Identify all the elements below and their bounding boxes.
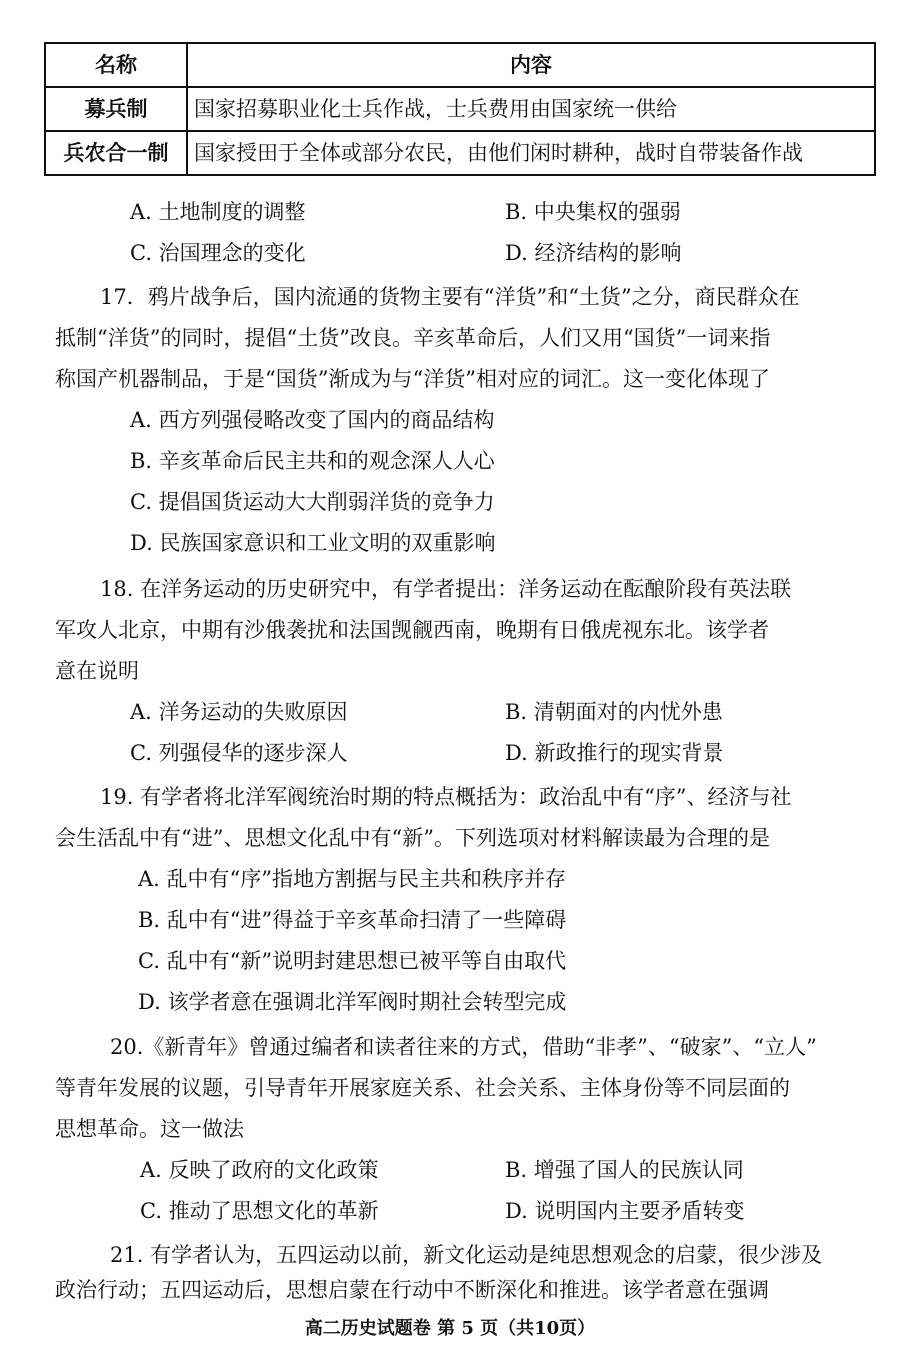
q19-option-c: C. 乱中有“新”说明封建思想已被平等自由取代 bbox=[138, 949, 567, 973]
page-footer: 高二历史试题卷 第 5 页（共10页） bbox=[304, 1318, 596, 1339]
q16-option-c: C. 治国理念的变化 bbox=[130, 241, 306, 265]
q19-option-a: A. 乱中有“序”指地方割据与民主共和秩序并存 bbox=[138, 867, 566, 891]
q17-option-a: A. 西方列强侵略改变了国内的商品结构 bbox=[130, 408, 495, 432]
q19-stem-line: 19. 有学者将北洋军阀统治时期的特点概括为：政治乱中有“序”、经济与社 bbox=[100, 785, 792, 809]
q21-stem-line: 政治行动；五四运动后，思想启蒙在行动中不断深化和推进。该学者意在强调 bbox=[55, 1278, 769, 1302]
table-row bbox=[45, 87, 875, 131]
q20-stem-line: 思想革命。这一做法 bbox=[55, 1117, 244, 1141]
q20-option-c: C. 推动了思想文化的革新 bbox=[140, 1199, 379, 1223]
military-system-table bbox=[44, 42, 876, 176]
q18-stem-line: 军攻人北京，中期有沙俄袭扰和法国觊觎西南，晚期有日俄虎视东北。该学者 bbox=[55, 618, 769, 642]
q17-option-c: C. 提倡国货运动大大削弱洋货的竞争力 bbox=[130, 490, 495, 514]
q19-option-b: B. 乱中有“进”得益于辛亥革命扫清了一些障碍 bbox=[138, 908, 567, 932]
q18-option-b: B. 清朝面对的内忧外患 bbox=[505, 700, 723, 724]
table-cell-content: 国家授田于全体或部分农民，由他们闲时耕种，战时自带装备作战 bbox=[187, 131, 875, 175]
q18-stem-line: 意在说明 bbox=[55, 659, 139, 683]
q18-option-d: D. 新政推行的现实背景 bbox=[505, 741, 724, 765]
table-header-name: 名称 bbox=[45, 43, 187, 87]
q19-option-d: D. 该学者意在强调北洋军阀时期社会转型完成 bbox=[138, 990, 567, 1014]
table-cell-content: 国家招募职业化士兵作战，士兵费用由国家统一供给 bbox=[187, 87, 875, 131]
q17-option-b: B. 辛亥革命后民主共和的观念深人人心 bbox=[130, 449, 495, 473]
q16-option-b: B. 中央集权的强弱 bbox=[505, 200, 681, 224]
q17-stem-line: 17．鸦片战争后，国内流通的货物主要有“洋货”和“土货”之分，商民群众在 bbox=[100, 285, 800, 309]
q20-option-b: B. 增强了国人的民族认同 bbox=[505, 1158, 744, 1182]
table-cell-name: 募兵制 bbox=[45, 87, 187, 131]
q17-stem-line: 称国产机器制品，于是“国货”渐成为与“洋货”相对应的词汇。这一变化体现了 bbox=[55, 367, 770, 391]
q18-option-c: C. 列强侵华的逐步深人 bbox=[130, 741, 348, 765]
q21-stem-line: 21. 有学者认为，五四运动以前，新文化运动是纯思想观念的启蒙，很少涉及 bbox=[110, 1243, 823, 1267]
q17-option-d: D. 民族国家意识和工业文明的双重影响 bbox=[130, 531, 496, 555]
q17-stem-line: 抵制“洋货”的同时，提倡“土货”改良。辛亥革命后，人们又用“国货”一词来指 bbox=[55, 326, 771, 350]
table-header-content: 内容 bbox=[187, 43, 875, 87]
q18-option-a: A. 洋务运动的失败原因 bbox=[130, 700, 348, 724]
q20-option-d: D. 说明国内主要矛盾转变 bbox=[505, 1199, 745, 1223]
q19-stem-line: 会生活乱中有“进”、思想文化乱中有“新”。下列选项对材料解读最为合理的是 bbox=[55, 826, 770, 850]
table-row bbox=[45, 131, 875, 175]
q20-stem-line: 20.《新青年》曾通过编者和读者往来的方式，借助“非孝”、“破家”、“立人” bbox=[110, 1035, 817, 1059]
q20-stem-line: 等青年发展的议题，引导青年开展家庭关系、社会关系、主体身份等不同层面的 bbox=[55, 1076, 790, 1100]
q16-option-a: A. 土地制度的调整 bbox=[130, 200, 306, 224]
table-cell-name: 兵农合一制 bbox=[45, 131, 187, 175]
q18-stem-line: 18. 在洋务运动的历史研究中，有学者提出：洋务运动在酝酿阶段有英法联 bbox=[100, 577, 792, 601]
q20-option-a: A. 反映了政府的文化政策 bbox=[140, 1158, 379, 1182]
q16-option-d: D. 经济结构的影响 bbox=[505, 241, 682, 265]
table-header-row bbox=[45, 43, 875, 87]
